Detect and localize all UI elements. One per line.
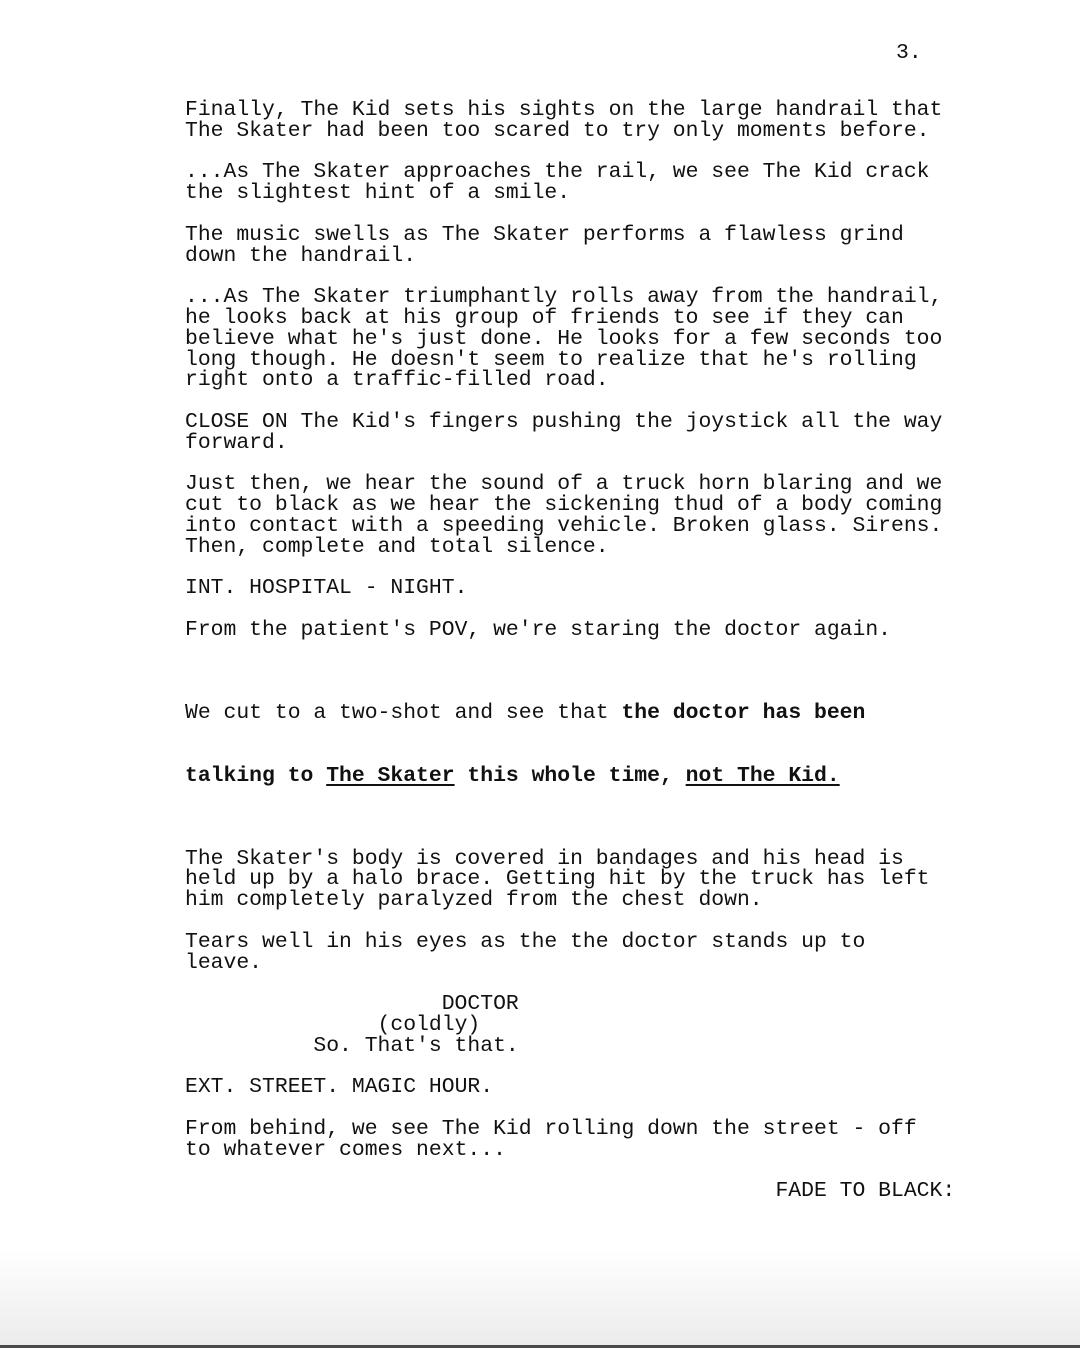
action-line: leave. [185,950,263,975]
action-paragraph [185,578,985,599]
action-line: Tears well in his eyes as the the doctor stands up to [185,929,866,954]
page-number: 3. [896,41,922,65]
action-line: him completely paralyzed from the chest down. [185,888,763,913]
bold-text: this whole time, [454,763,686,788]
plain-text: We cut to a two-shot and see that [185,701,622,726]
action-paragraph [185,929,985,975]
action-line: forward. [185,430,288,455]
action-line: believe what he's just done. He looks for a few seconds too [185,326,943,351]
action-line: The Skater had been too scared to try only moments before. [185,118,930,143]
action-line: The Skater's body is covered in bandages and his head is [185,846,904,871]
action-line: cut to black as we hear the sickening thud of a body coming [185,493,943,518]
action-paragraph [185,100,985,142]
action-line: he looks back at his group of friends to see if they can [185,305,904,330]
action-paragraph [185,1077,985,1098]
action-line: into contact with a speeding vehicle. Broken glass. Sirens. [185,513,943,538]
action-paragraph [185,1119,985,1161]
action-line: down the handrail. [185,243,417,268]
action-paragraph [185,409,985,455]
action-line: right onto a traffic-filled road. [185,368,609,393]
action-line [185,763,985,788]
parenthetical: (coldly) [377,1013,481,1038]
dialogue-line: So. That's that. [313,1033,519,1058]
action-line: held up by a halo brace. Getting hit by the truck has left [185,867,930,892]
underlined-bold-text: The Skater [326,763,455,788]
bold-text: talking to [185,763,327,788]
action-line: The music swells as The Skater performs a flawless grind [185,222,904,247]
action-paragraph [185,287,985,391]
action-line: INT. HOSPITAL - NIGHT. [185,576,468,601]
action-line: ...As The Skater triumphantly rolls away from the handrail, [185,285,943,310]
action-line: long though. He doesn't seem to realize that he's rolling [185,347,917,372]
action-line: Just then, we hear the sound of a truck horn blaring and we [185,472,943,497]
action-line: EXT. STREET. MAGIC HOUR. [185,1075,494,1100]
action-line: to whatever comes next... [185,1137,506,1162]
action-paragraph [185,222,985,268]
action-paragraph [185,162,985,204]
action-line: CLOSE ON The Kid's fingers pushing the joystick all the way [185,409,943,434]
bold-text: the doctor has been [621,701,866,726]
action-line: Finally, The Kid sets his sights on the large handrail that [185,98,943,122]
action-line: the slightest hint of a smile. [185,181,571,206]
action-line [185,703,985,724]
action-paragraph [185,474,985,557]
underlined-bold-text: not The Kid. [685,763,840,788]
action-line: From the patient's POV, we're staring the doctor again. [185,617,892,642]
character-cue: DOCTOR [441,992,519,1017]
action-paragraph [185,846,985,913]
screenplay-page [185,100,985,1223]
transition: FADE TO BLACK: [775,1179,956,1204]
action-line: Then, complete and total silence. [185,534,609,559]
action-line: From behind, we see The Kid rolling down the street - off [185,1117,917,1142]
action-paragraph [185,617,985,642]
action-line: ...As The Skater approaches the rail, we see The Kid crack [185,160,930,185]
reveal-action-paragraph [185,662,985,828]
